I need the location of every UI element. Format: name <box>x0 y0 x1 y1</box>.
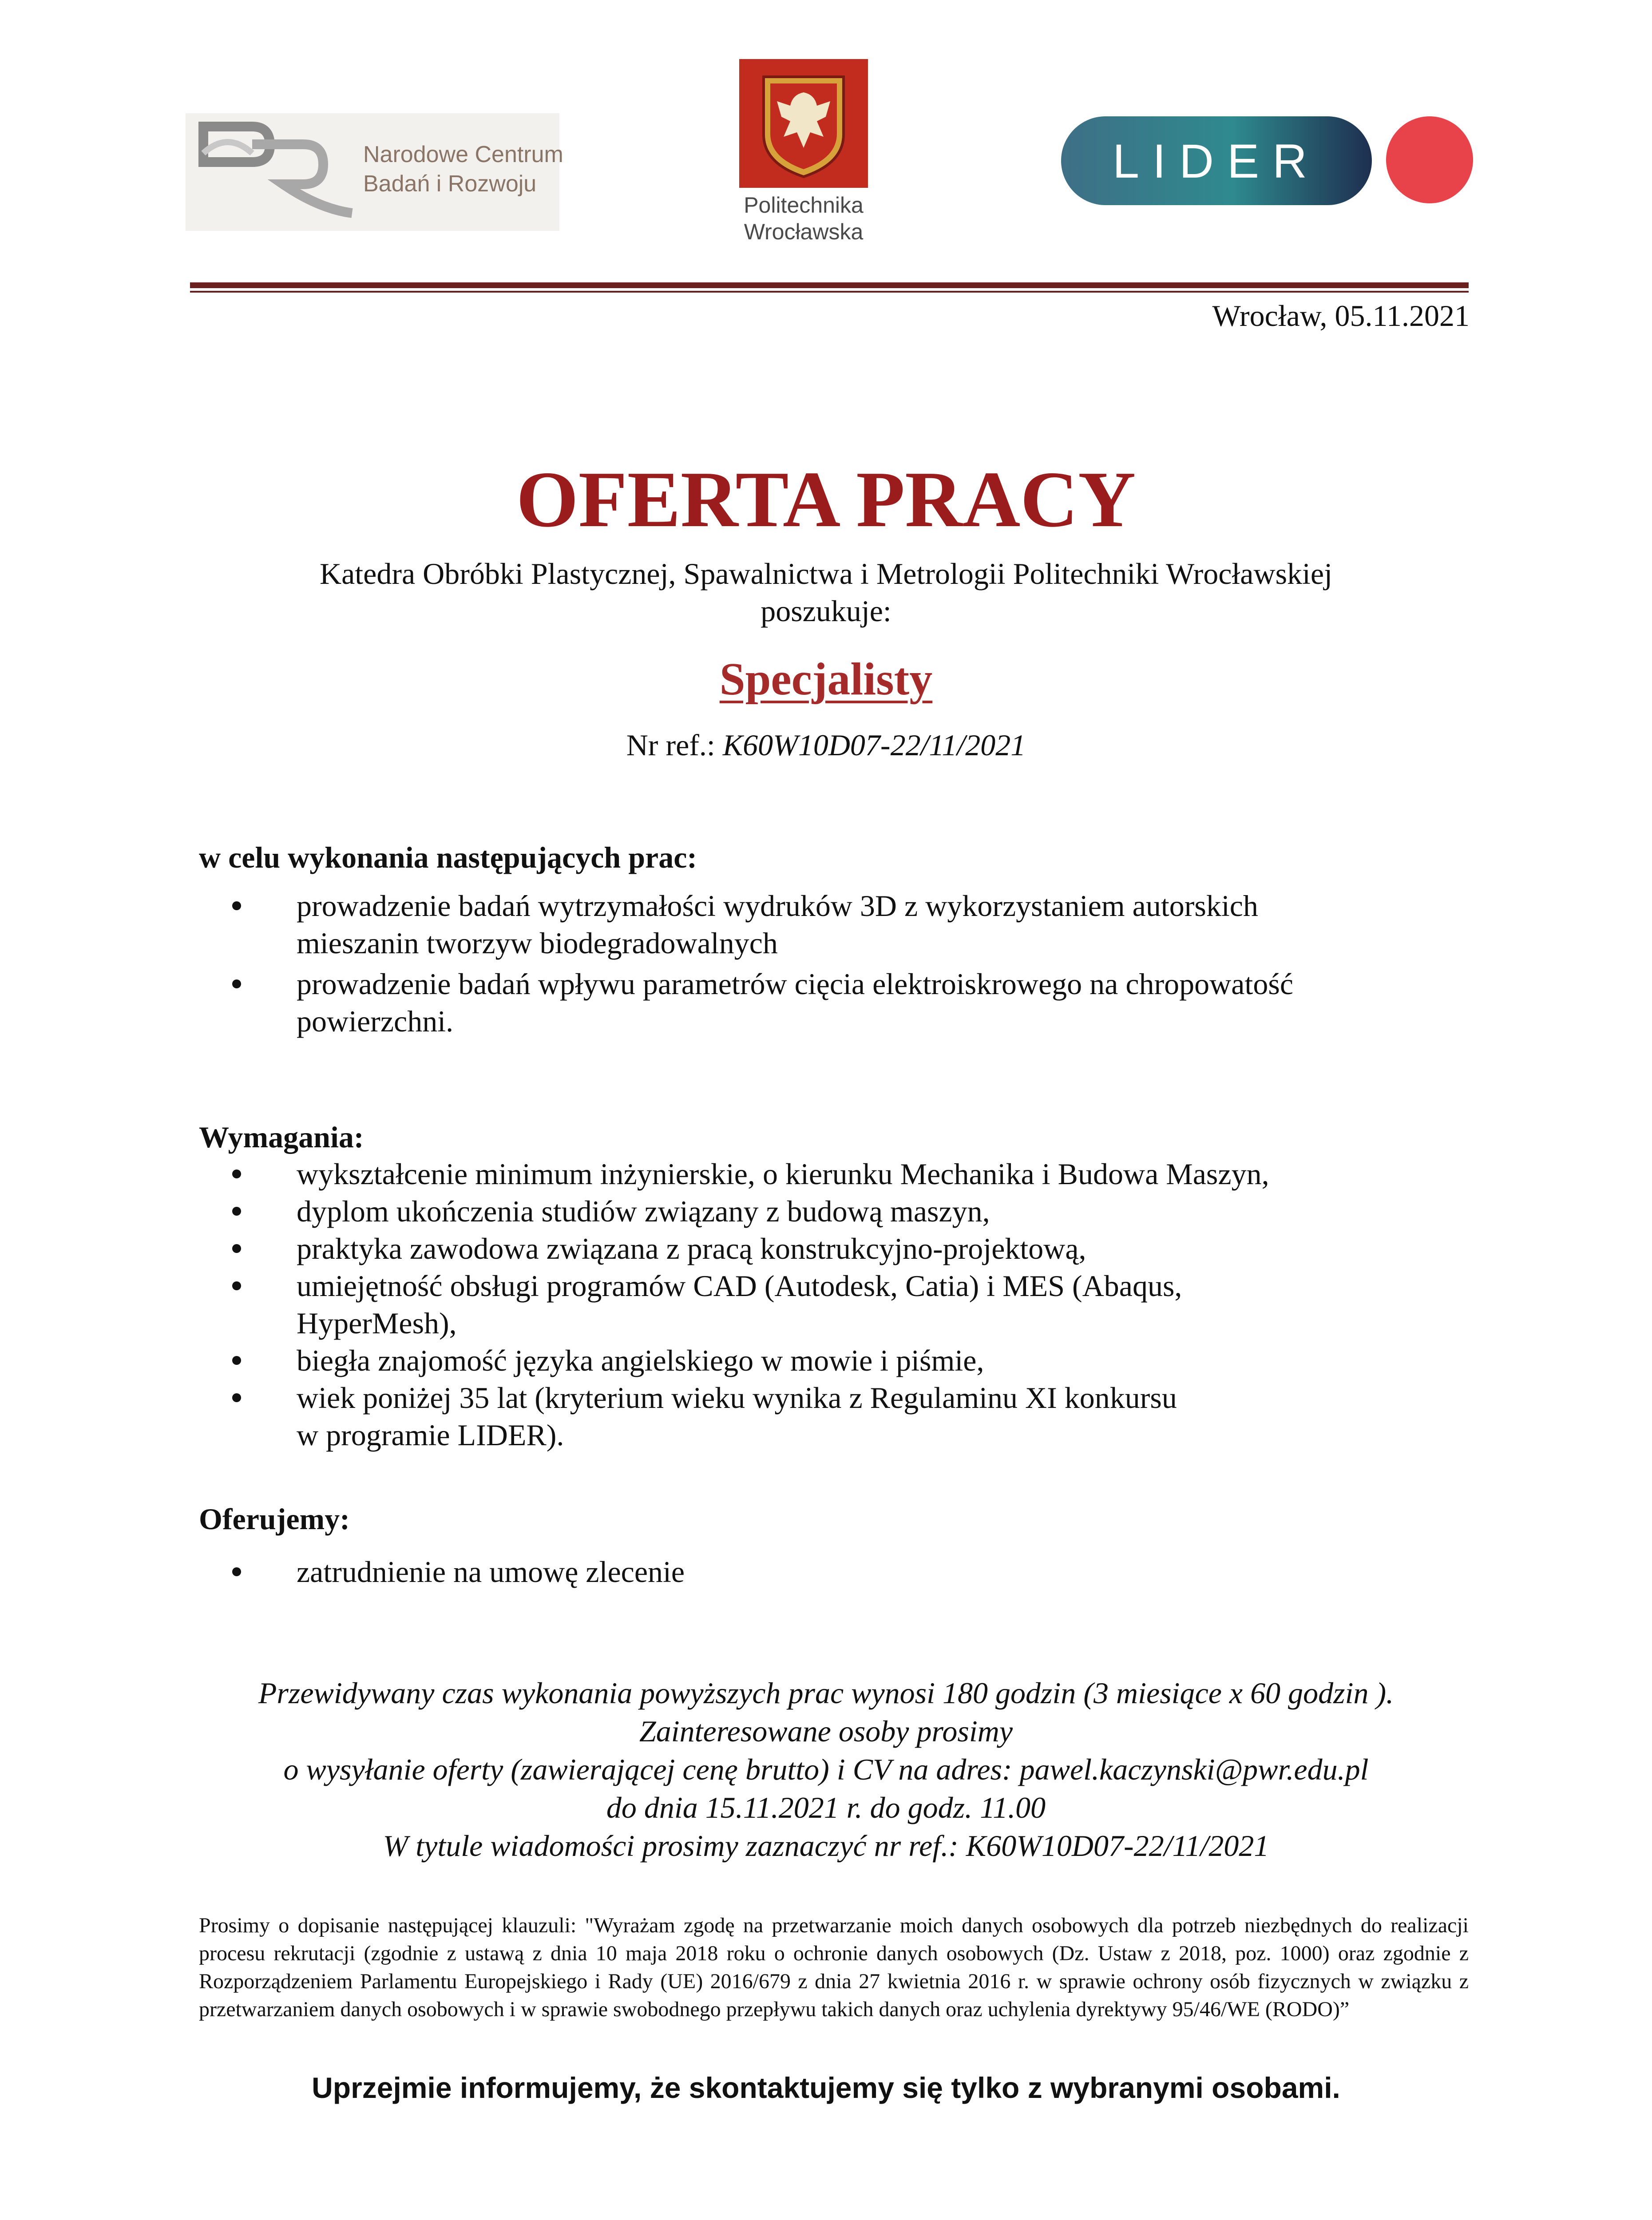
tasks-list <box>199 887 1293 1040</box>
intro-text: Katedra Obróbki Plastycznej, Spawalnictwa i Metrologii Politechniki Wrocławskiej poszukuje: <box>319 557 1333 628</box>
bullet-icon <box>232 1567 241 1576</box>
lider-logo <box>1061 116 1372 205</box>
lider-dot-icon <box>1386 116 1473 203</box>
application-instructions: Przewidywany czas wykonania powyższych prac wynosi 180 godzin (3 miesiące x 60 godzin ). Zainteresowane osoby prosimy o wysyłanie oferty (zawierającej cenę brutto) i CV na adres: pawel.kaczynski@pwr.edu.pl do dnia 15.11.2021 r. do godz. 11.00 W tytule wiadomości prosimy zaznaczyć nr ref.: K60W10D07-22/11/2021 <box>258 1676 1394 1863</box>
bullet-icon <box>232 979 241 988</box>
reference-code: K60W10D07-22/11/2021 <box>722 728 1026 762</box>
bullet-icon <box>232 1169 241 1178</box>
bullet-icon <box>232 1207 241 1216</box>
ncbr-br-mark-icon <box>186 113 372 231</box>
lider-wordmark: LIDER <box>1112 134 1321 188</box>
header-divider <box>190 282 1469 288</box>
requirements-list <box>199 1155 1269 1454</box>
list-item: prowadzenie badań wpływu parametrów cięcia elektroiskrowego na chropowatość powierzchni. <box>199 965 1293 1040</box>
pwr-name: Politechnika Wrocławska <box>744 193 864 244</box>
header-divider-thin <box>190 291 1469 293</box>
list-item: praktyka zawodowa związana z pracą konstrukcyjno-projektową, <box>199 1230 1269 1267</box>
requirements-heading: Wymagania: <box>199 1120 364 1154</box>
list-item: umiejętność obsługi programów CAD (Autodesk, Catia) i MES (Abaqus, HyperMesh), <box>199 1267 1269 1342</box>
ncbr-name: Narodowe Centrum Badań i Rozwoju <box>363 142 563 197</box>
list-item: wykształcenie minimum inżynierskie, o kierunku Mechanika i Budowa Maszyn, <box>199 1155 1269 1193</box>
reference-number <box>0 726 1652 764</box>
list-item: biegła znajomość języka angielskiego w mowie i piśmie, <box>199 1342 1269 1379</box>
list-item: wiek poniżej 35 lat (kryterium wieku wynika z Regulaminu XI konkursu w programie LIDER). <box>199 1379 1269 1454</box>
tasks-heading: w celu wykonania następujących prac: <box>199 840 697 874</box>
list-item: prowadzenie badań wytrzymałości wydruków 3D z wykorzystaniem autorskich mieszanin tworzyw biodegradowalnych <box>199 887 1293 962</box>
bullet-icon <box>232 1356 241 1365</box>
position-title: Specjalisty <box>719 654 933 705</box>
list-item: zatrudnienie na umowę zlecenie <box>199 1553 685 1590</box>
offer-list <box>199 1553 685 1590</box>
bullet-icon <box>232 901 241 910</box>
document-date: Wrocław, 05.11.2021 <box>1212 299 1470 333</box>
list-item: dyplom ukończenia studiów związany z budową maszyn, <box>199 1193 1269 1230</box>
pwr-eagle-shield-icon <box>739 59 868 188</box>
reference-label: Nr ref.: <box>626 728 715 762</box>
bullet-icon <box>232 1281 241 1290</box>
bullet-icon <box>232 1244 241 1253</box>
ncbr-logo <box>186 113 563 231</box>
gdpr-clause: Prosimy o dopisanie następującej klauzuli: "Wyrażam zgodę na przetwarzanie moich danych osobowych dla potrzeb niezbędnych do realizacji procesu rekrutacji (zgodnie z ustawą z dnia 10 maja 2018 roku o ochronie danych osobowych (Dz. Ustaw z 2018, poz. 1000) oraz zgodnie z Rozporządzeniem Parlamentu Europejskiego i Rady (UE) 2016/679 z dnia 27 kwietnia 2016 r. w sprawie ochrony osób fizycznych w związku z przetwarzaniem danych osobowych i w sprawie swobodnego przepływu takich danych oraz uchylenia dyrektywy 95/46/WE (RODO)” <box>199 1914 1469 2021</box>
offer-heading: Oferujemy: <box>199 1502 350 1536</box>
bullet-icon <box>232 1393 241 1402</box>
document-title: OFERTA PRACY <box>516 455 1136 543</box>
final-note: Uprzejmie informujemy, że skontaktujemy się tylko z wybranymi osobami. <box>312 2071 1340 2104</box>
